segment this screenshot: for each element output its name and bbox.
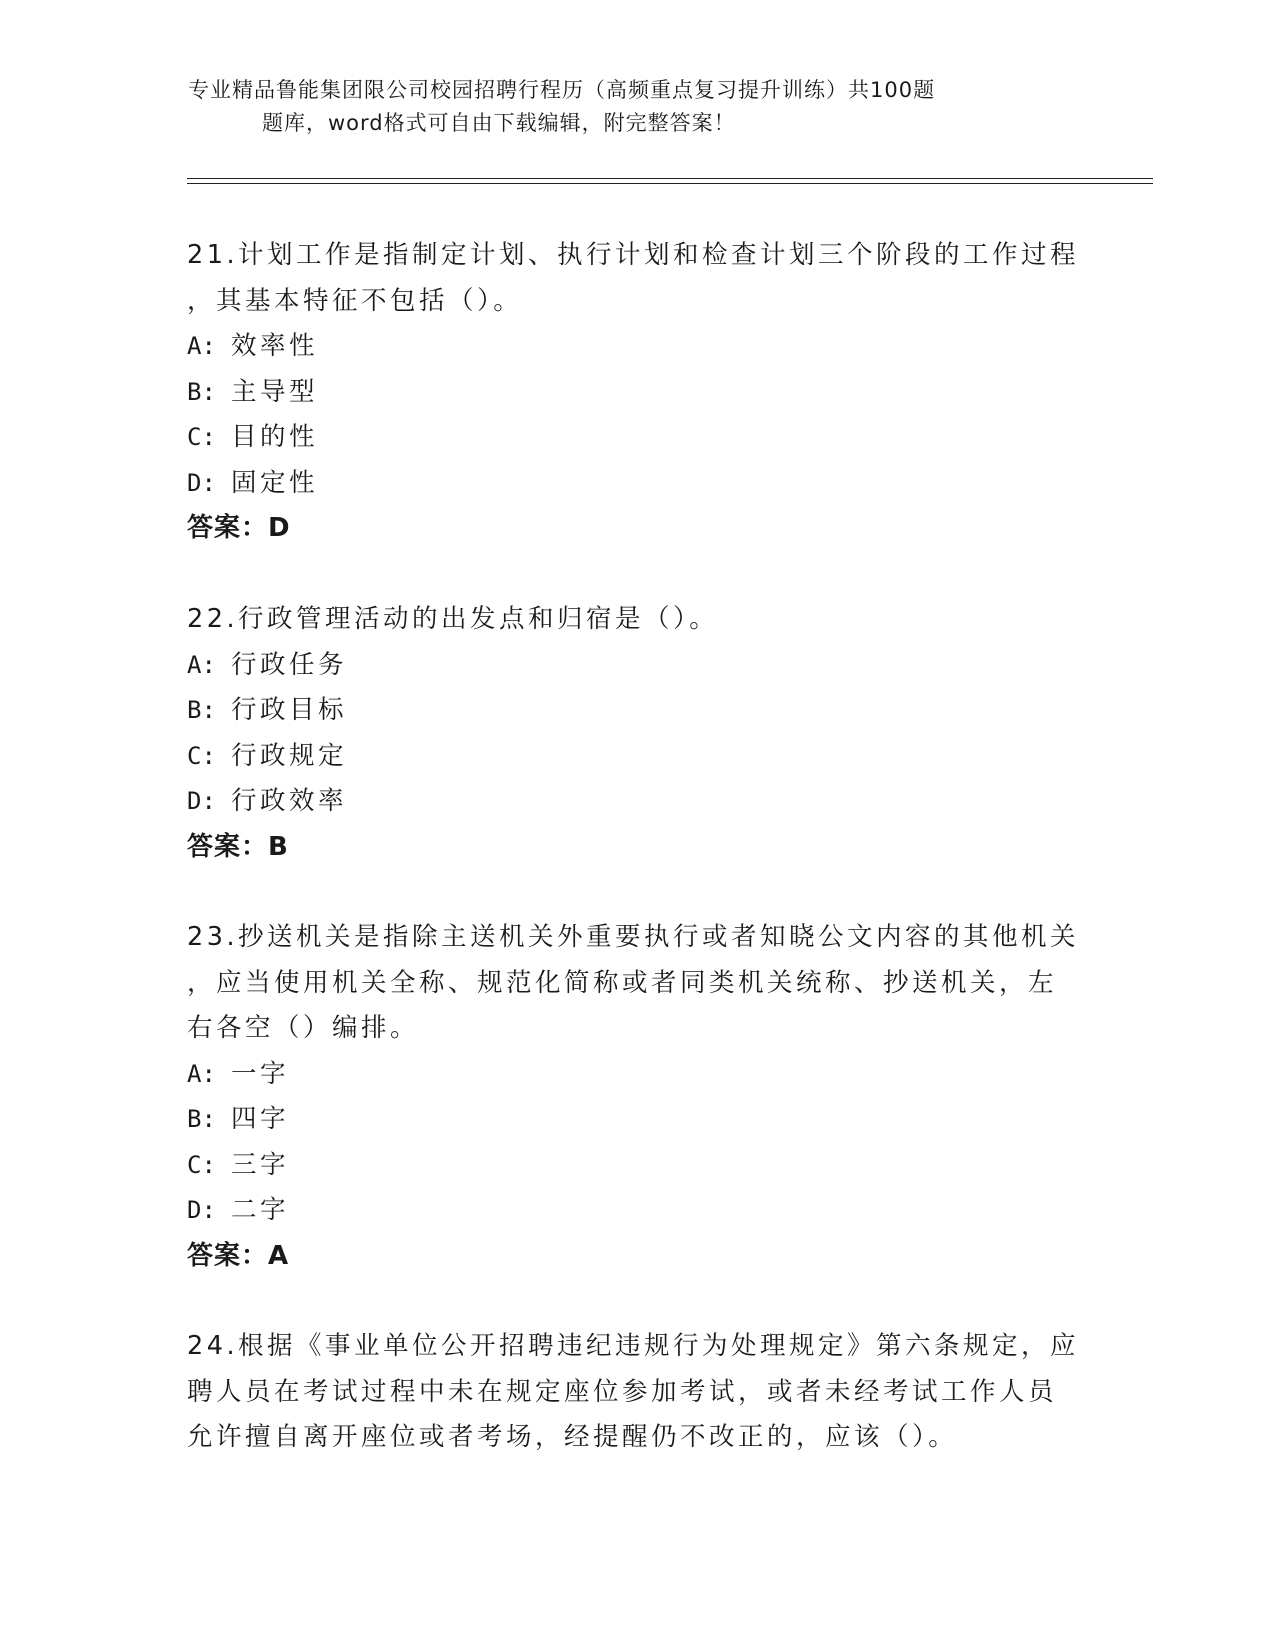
question-text-line: 24.根据《事业单位公开招聘违纪违规行为处理规定》第六条规定，应 — [187, 1331, 1080, 1361]
option-text: 一字 — [231, 1058, 290, 1089]
option-letter: D: — [187, 787, 216, 815]
option-text: 行政规定 — [231, 740, 348, 771]
question-22 — [187, 597, 1087, 870]
option-b — [187, 370, 1087, 416]
option-text: 行政任务 — [231, 649, 348, 680]
answer-line: 答案：B — [187, 831, 289, 862]
option-letter: A: — [187, 650, 216, 679]
option-letter: A: — [187, 1059, 216, 1088]
option-a — [187, 643, 1087, 689]
option-text: 行政目标 — [231, 695, 348, 725]
option-letter: D: — [187, 468, 216, 497]
answer-line: 答案：A — [187, 1240, 290, 1271]
option-d — [187, 1188, 1087, 1234]
option-letter: B: — [187, 377, 216, 406]
option-letter: A: — [187, 332, 216, 360]
header-title-line1: 专业精品鲁能集团限公司校园招聘行程历（高频重点复习提升训练）共100题 — [188, 78, 936, 102]
question-text-line: ，应当使用机关全称、规范化简称或者同类机关统称、抄送机关，左 — [187, 967, 1058, 998]
question-text-line: 22.行政管理活动的出发点和归宿是（）。 — [187, 604, 719, 634]
question-23 — [187, 915, 1087, 1279]
option-d — [187, 779, 1087, 825]
question-text-line: 聘人员在考试过程中未在规定座位参加考试，或者未经考试工作人员 — [187, 1376, 1058, 1407]
header-divider-bottom — [187, 183, 1153, 184]
option-b — [187, 1097, 1087, 1143]
document-header — [188, 74, 1068, 140]
header-divider-top — [187, 178, 1153, 179]
option-a — [187, 324, 1087, 370]
option-c — [187, 734, 1087, 780]
option-d — [187, 461, 1087, 507]
question-text-line: 允许擅自离开座位或者考场，经提醒仍不改正的，应该（）。 — [187, 1422, 958, 1452]
question-21 — [187, 233, 1087, 552]
option-letter: C: — [187, 1150, 216, 1179]
question-24 — [187, 1324, 1087, 1461]
option-letter: B: — [187, 1105, 216, 1133]
header-title-line2: 题库，word格式可自由下载编辑，附完整答案！ — [262, 111, 736, 135]
option-text: 主导型 — [231, 376, 319, 407]
option-text: 三字 — [231, 1149, 290, 1180]
option-letter: C: — [187, 741, 216, 770]
option-text: 行政效率 — [231, 786, 348, 816]
option-a — [187, 1052, 1087, 1098]
option-letter: D: — [187, 1196, 216, 1224]
option-letter: B: — [187, 696, 216, 724]
option-c — [187, 415, 1087, 461]
option-letter: C: — [187, 423, 216, 451]
question-text-line: 21.计划工作是指制定计划、执行计划和检查计划三个阶段的工作过程 — [187, 240, 1080, 270]
question-text-line: ，其基本特征不包括（）。 — [187, 285, 523, 316]
option-c — [187, 1143, 1087, 1189]
option-text: 固定性 — [231, 467, 319, 498]
option-text: 效率性 — [231, 331, 319, 361]
answer-line: 答案：D — [187, 513, 291, 543]
question-text-line: 右各空（）编排。 — [187, 1013, 420, 1043]
question-text-line: 23.抄送机关是指除主送机关外重要执行或者知晓公文内容的其他机关 — [187, 922, 1080, 952]
option-b — [187, 688, 1087, 734]
option-text: 目的性 — [231, 422, 319, 452]
option-text: 二字 — [231, 1195, 290, 1225]
option-text: 四字 — [231, 1104, 290, 1134]
